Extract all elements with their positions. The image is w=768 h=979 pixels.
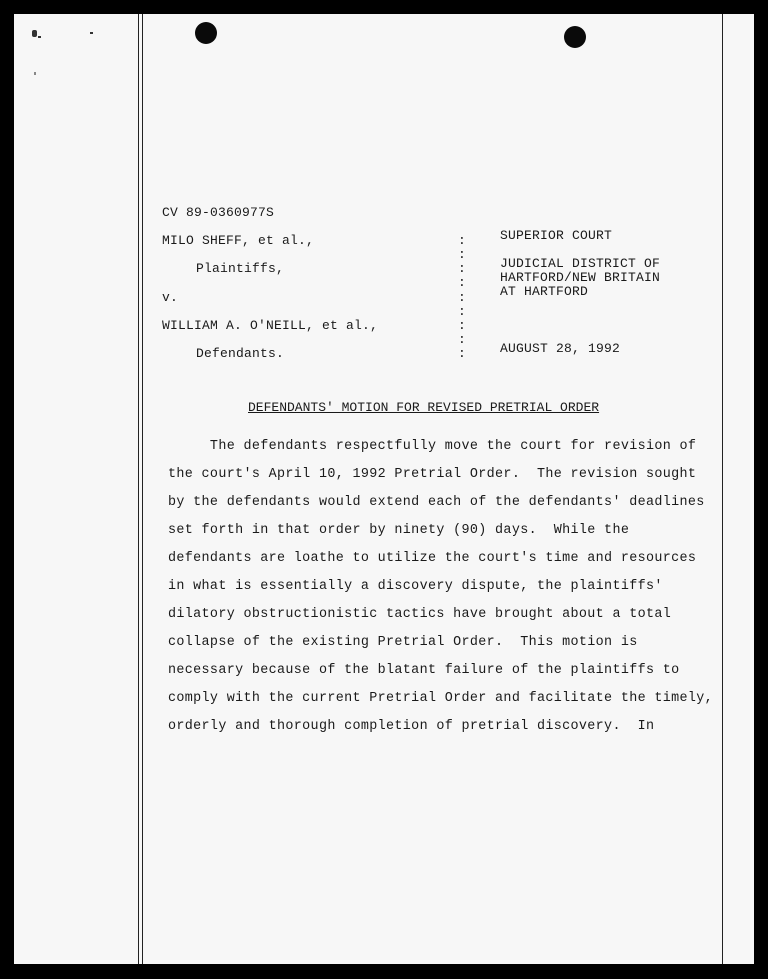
body-line: defendants are loathe to utilize the court's time and resources — [168, 551, 697, 566]
body-line: by the defendants would extend each of the defendants' deadlines — [168, 495, 705, 510]
body-line: dilatory obstructionistic tactics have brought about a total — [168, 607, 672, 622]
caption-separator: : — [458, 318, 466, 333]
body-line: in what is essentially a discovery dispute, the plaintiffs' — [168, 579, 663, 594]
filing-date: AUGUST 28, 1992 — [500, 341, 621, 356]
plaintiff-role: Plaintiffs, — [196, 261, 285, 276]
left-margin-rule-2 — [142, 14, 143, 964]
punch-hole-right — [564, 26, 586, 48]
body-line: necessary because of the blatant failure of the plaintiffs to — [168, 663, 680, 678]
body-line: the court's April 10, 1992 Pretrial Order. The revision sought — [168, 467, 697, 482]
caption-separator: : — [458, 247, 466, 262]
body-line: orderly and thorough completion of pretrial discovery. In — [168, 719, 655, 734]
scan-speck — [38, 36, 41, 38]
plaintiff-name: MILO SHEFF, et al., — [162, 233, 315, 248]
district-line: AT HARTFORD — [500, 284, 589, 299]
docket-number: CV 89-0360977S — [162, 205, 275, 220]
district-line: JUDICIAL DISTRICT OF — [500, 256, 661, 271]
defendant-name: WILLIAM A. O'NEILL, et al., — [162, 318, 379, 333]
body-line: comply with the current Pretrial Order and facilitate the timely, — [168, 691, 714, 706]
caption-separator: : — [458, 346, 466, 361]
caption-separator: : — [458, 233, 466, 248]
body-line: collapse of the existing Pretrial Order. This motion is — [168, 635, 638, 650]
caption-separator: : — [458, 304, 466, 319]
scan-speck — [34, 72, 36, 75]
defendant-role: Defendants. — [196, 346, 285, 361]
district-line: HARTFORD/NEW BRITAIN — [500, 270, 661, 285]
left-margin-rule-1 — [138, 14, 139, 964]
caption-separator: : — [458, 261, 466, 276]
body-line: set forth in that order by ninety (90) days. While the — [168, 523, 630, 538]
document-page — [14, 14, 754, 964]
scan-speck — [32, 30, 37, 37]
versus: v. — [162, 290, 179, 305]
motion-title: DEFENDANTS' MOTION FOR REVISED PRETRIAL ORDER — [248, 400, 600, 415]
body-line: The defendants respectfully move the court for revision of — [168, 439, 697, 454]
caption-separator: : — [458, 275, 466, 290]
caption-separator: : — [458, 290, 466, 305]
court-name: SUPERIOR COURT — [500, 228, 613, 243]
right-margin-rule — [722, 14, 723, 964]
caption-separator: : — [458, 332, 466, 347]
scan-speck — [90, 32, 93, 34]
punch-hole-left — [195, 22, 217, 44]
